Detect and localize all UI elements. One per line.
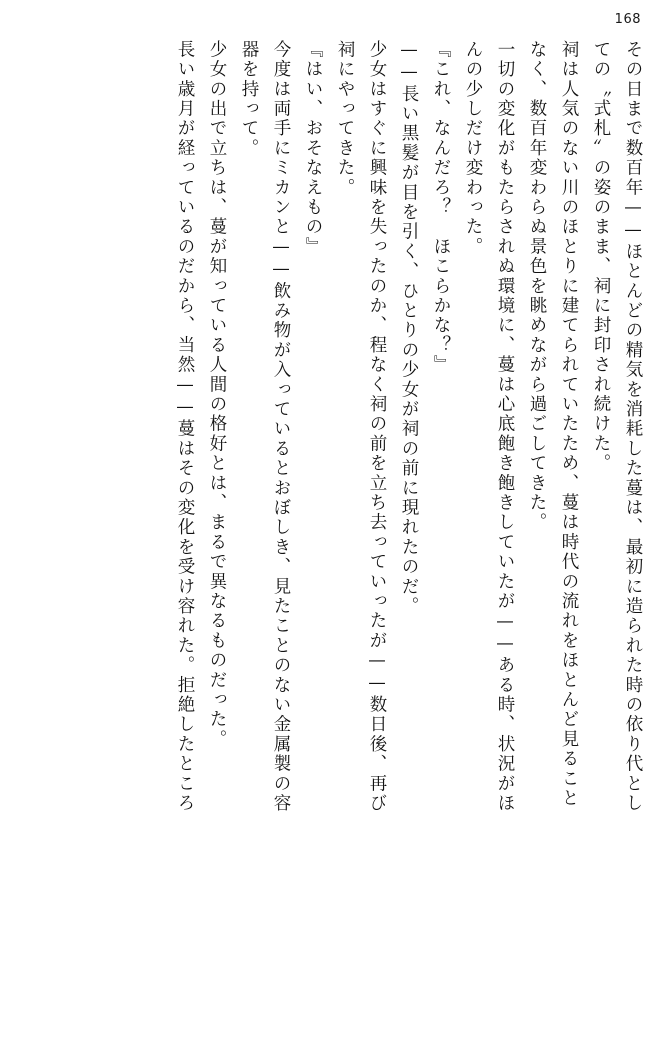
text-column: 『はい、おそなえもの』: [303, 40, 323, 257]
page-number: 168: [614, 12, 641, 27]
text-column: 少女はすぐに興味を失ったのか、程なく祠の前を立ち去っていったが——数日後、再び: [367, 40, 387, 814]
text-column: 祠は人気のない川のほとりに建てられていたため、蔓は時代の流れをほとんど見ること: [559, 40, 579, 809]
text-column: なく、数百年変わらぬ景色を眺めながら過ごしてきた。: [527, 40, 547, 533]
text-column: ——長い黒髪が目を引く、ひとりの少女が祠の前に現れたのだ。: [399, 40, 419, 617]
text-column: 一切の変化がもたらされぬ環境に、蔓は心底飽き飽きしていたが——ある時、状況がほ: [495, 40, 515, 814]
text-column: んの少しだけ変わった。: [463, 40, 483, 257]
text-column: 長い歳月が経っているのだから、当然——蔓はその変化を受け容れた。拒絶したところ: [175, 40, 195, 814]
vertical-text-body: [28, 40, 641, 1020]
text-column: 器を持って。: [239, 40, 259, 159]
text-column: 『これ、なんだろ？ ほこらかな？』: [431, 40, 451, 375]
text-column: その日まで数百年——ほとんどの精気を消耗した蔓は、最初に造られた時の依り代とし: [623, 40, 643, 814]
text-column: 今度は両手にミカンと——飲み物が入っているとおぼしき、見たことのない金属製の容: [271, 40, 291, 814]
text-column: 祠にやってきた。: [335, 40, 355, 198]
text-column: 少女の出で立ちは、蔓が知っている人間の格好とは、まるで異なるものだった。: [207, 40, 227, 750]
text-column: ての〝式札〟の姿のまま、祠に封印され続けた。: [591, 40, 611, 474]
